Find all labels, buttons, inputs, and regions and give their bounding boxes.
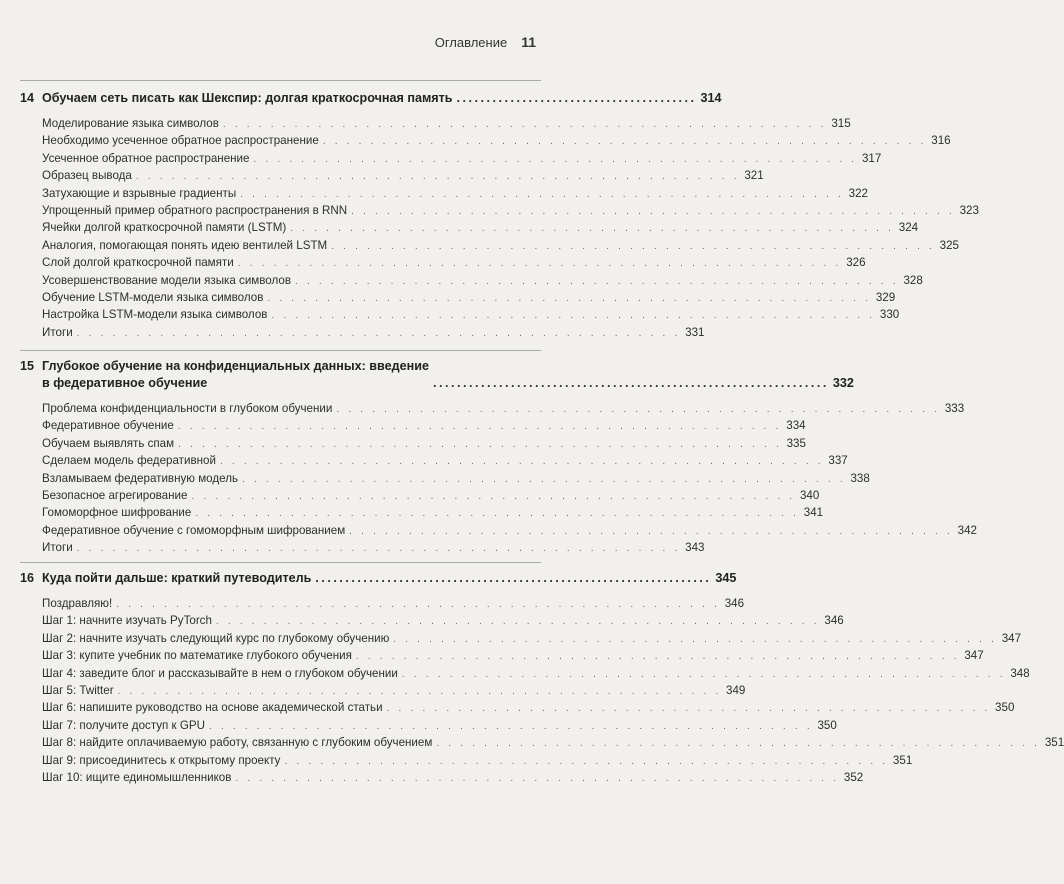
toc-entry[interactable] bbox=[42, 647, 984, 664]
divider bbox=[20, 562, 541, 563]
toc-entry-title: Безопасное агрегирование bbox=[42, 488, 188, 502]
toc-entry-page: 321 bbox=[744, 169, 764, 183]
toc-entry[interactable] bbox=[42, 254, 866, 271]
toc-entry-page: 325 bbox=[939, 238, 959, 252]
toc-entry[interactable] bbox=[42, 306, 900, 323]
toc-entry-page: 333 bbox=[944, 402, 965, 415]
toc-entry-title: Шаг 10: ищите единомышленников bbox=[42, 770, 232, 784]
chapter-heading[interactable] bbox=[20, 358, 854, 392]
chapter-15 bbox=[20, 358, 977, 557]
dot-leader: . . . . . . . . . . . . . . . . . . . . . . . . . . . . . . . . . . . . . . . . . . . . . . . . . . . bbox=[235, 772, 840, 784]
dot-leader: . . . . . . . . . . . . . . . . . . . . . . . . . . . . . . . . . . . . . . . . . . . . . . . . . . . bbox=[237, 258, 842, 270]
toc-entry-title: Федеративное обучение с гомоморфным шифрованием bbox=[42, 523, 346, 537]
dot-leader: . . . . . . . . . . . . . . . . . . . . . . . . . . . . . . . . . . . . . . . . . . . . . . . . . . . bbox=[240, 188, 844, 200]
dot-leader: . . . . . . . . . . . . . . . . . . . . . . . . . . . . . . . . . . . . . . . . . . . . . . . . . . . bbox=[393, 633, 998, 645]
toc-entry-page: 340 bbox=[799, 488, 820, 502]
toc-entry-title: Поздравляю! bbox=[42, 597, 113, 610]
toc-entry[interactable] bbox=[42, 539, 705, 556]
dot-leader: . . . . . . . . . . . . . . . . . . . . . . . . . . . . . . . . . . . . . . . . . . . . . . . . . . . bbox=[219, 456, 824, 468]
toc-entry-title: Слой долгой краткосрочной памяти bbox=[42, 256, 234, 270]
dot-leader: . . . . . . . . . . . . . . . . . . . . . . . . . . . . . . . . . . . . . . . . . . . . . . . . . . . bbox=[271, 310, 876, 322]
dot-leader: . . . . . . . . . . . . . . . . . . . . . . . . . . . . . . . . . . . . . . . . . . . . . . . . . . . bbox=[135, 171, 740, 183]
toc-entry[interactable] bbox=[42, 219, 919, 236]
toc-entry-page: 324 bbox=[898, 221, 919, 235]
toc-entry-title: Необходимо усеченное обратное распространение bbox=[42, 134, 319, 148]
toc-entry[interactable] bbox=[42, 769, 864, 786]
toc-entry[interactable] bbox=[42, 699, 1015, 716]
dot-leader: . . . . . . . . . . . . . . . . . . . . . . . . . . . . . . . . . . . . . . . . . . . . . . . . . . . bbox=[177, 421, 782, 433]
dot-leader: . . . . . . . . . . . . . . . . . . . . . . . . . . . . . . . . . . . . . . . . . . . . . . . . . . . bbox=[195, 508, 800, 520]
chapter-title bbox=[42, 358, 429, 392]
toc-entry-page: 351 bbox=[892, 753, 913, 767]
toc-entry[interactable] bbox=[42, 185, 868, 202]
toc-entry-page: 350 bbox=[817, 718, 837, 732]
toc-entry-page: 316 bbox=[931, 134, 951, 148]
toc-entry-page: 315 bbox=[831, 117, 851, 130]
dot-leader: . . . . . . . . . . . . . . . . . . . . . . . . . . . . . . . . . . . . . . . . . . . . . . . . . . . bbox=[253, 153, 858, 165]
dot-leader: . . . . . . . . . . . . . . . . . . . . . . . . . . . . . . . . . . . . . . . . . . . . . . . . . . . bbox=[76, 327, 681, 339]
toc-entry-page: 348 bbox=[1010, 666, 1030, 680]
toc-entry-page: 341 bbox=[803, 506, 824, 520]
dot-leader: .................................................................. bbox=[315, 571, 712, 585]
toc-entry-title: Образец вывода bbox=[42, 169, 132, 183]
chapter-title: Обучаем сеть писать как Шекспир: долгая краткосрочная память bbox=[42, 91, 453, 105]
toc-entry[interactable] bbox=[42, 167, 764, 184]
toc-entry-page: 343 bbox=[685, 541, 705, 555]
dot-leader: . . . . . . . . . . . . . . . . . . . . . . . . . . . . . . . . . . . . . . . . . . . . . . . . . . . bbox=[208, 720, 813, 732]
toc-entry-page: 330 bbox=[879, 308, 900, 322]
toc-entry[interactable] bbox=[42, 324, 705, 341]
toc-entry-page: 346 bbox=[724, 597, 745, 610]
chapter-title: Куда пойти дальше: краткий путеводитель bbox=[42, 571, 312, 585]
dot-leader: . . . . . . . . . . . . . . . . . . . . . . . . . . . . . . . . . . . . . . . . . . . . . . . . . . . bbox=[76, 543, 681, 555]
toc-entry[interactable] bbox=[42, 289, 896, 306]
dot-leader: . . . . . . . . . . . . . . . . . . . . . . . . . . . . . . . . . . . . . . . . . . . . . . . . . . . bbox=[336, 404, 941, 415]
toc-entry[interactable] bbox=[42, 665, 1030, 682]
toc-entry[interactable] bbox=[42, 595, 745, 612]
toc-entry-page: 350 bbox=[995, 701, 1015, 715]
section-list bbox=[42, 595, 1064, 786]
dot-leader: . . . . . . . . . . . . . . . . . . . . . . . . . . . . . . . . . . . . . . . . . . . . . . . . . . . bbox=[322, 136, 927, 148]
chapter-number: 15 bbox=[20, 359, 35, 373]
toc-entry-page: 329 bbox=[875, 290, 896, 304]
toc-entry-title: Федеративное обучение bbox=[42, 419, 174, 433]
dot-leader: ........................................ bbox=[456, 91, 697, 105]
toc-entry-page: 328 bbox=[903, 273, 923, 287]
dot-leader: . . . . . . . . . . . . . . . . . . . . . . . . . . . . . . . . . . . . . . . . . . . . . . . . . . . bbox=[351, 205, 955, 217]
toc-entry-page: 349 bbox=[726, 683, 746, 697]
toc-entry[interactable] bbox=[42, 272, 923, 289]
toc-entry-title: Обучаем выявлять спам bbox=[42, 436, 175, 450]
dot-leader: . . . . . . . . . . . . . . . . . . . . . . . . . . . . . . . . . . . . . . . . . . . . . . . . . . . bbox=[116, 599, 721, 610]
dot-leader: . . . . . . . . . . . . . . . . . . . . . . . . . . . . . . . . . . . . . . . . . . . . . . . . . . . bbox=[117, 685, 722, 697]
toc-entry[interactable] bbox=[42, 470, 870, 487]
toc-entry[interactable] bbox=[42, 417, 806, 434]
chapter-number: 16 bbox=[20, 571, 35, 585]
toc-entry-title: Шаг 1: начните изучать PyTorch bbox=[42, 614, 212, 628]
chapter-14 bbox=[20, 90, 979, 341]
toc-entry[interactable] bbox=[42, 612, 844, 629]
dot-leader: . . . . . . . . . . . . . . . . . . . . . . . . . . . . . . . . . . . . . . . . . . . . . . . . . . . bbox=[295, 275, 899, 287]
toc-entry[interactable] bbox=[42, 522, 977, 539]
dot-leader: . . . . . . . . . . . . . . . . . . . . . . . . . . . . . . . . . . . . . . . . . . . . . . . . . . . bbox=[242, 473, 846, 485]
toc-entry-title: Ячейки долгой краткосрочной памяти (LSTM) bbox=[42, 221, 287, 235]
dot-leader: .................................................................. bbox=[432, 376, 829, 390]
dot-leader: . . . . . . . . . . . . . . . . . . . . . . . . . . . . . . . . . . . . . . . . . . . . . . . . . . . bbox=[331, 240, 935, 252]
chapter-16 bbox=[20, 570, 1064, 786]
section-list bbox=[42, 115, 979, 341]
toc-entry-title: Обучение LSTM-модели языка символов bbox=[42, 290, 264, 304]
toc-entry-title: Шаг 6: напишите руководство на основе академической статьи bbox=[42, 701, 383, 715]
dot-leader: . . . . . . . . . . . . . . . . . . . . . . . . . . . . . . . . . . . . . . . . . . . . . . . . . . . bbox=[191, 490, 796, 502]
toc-entry-page: 346 bbox=[824, 614, 844, 628]
toc-entry[interactable] bbox=[42, 452, 848, 469]
toc-entry-page: 347 bbox=[1001, 631, 1022, 645]
dot-leader: . . . . . . . . . . . . . . . . . . . . . . . . . . . . . . . . . . . . . . . . . . . . . . . . . . . bbox=[355, 651, 960, 663]
toc-entry-page: 338 bbox=[850, 471, 870, 485]
toc-entry-title: Взламываем федеративную модель bbox=[42, 471, 238, 485]
toc-entry-title: Гомоморфное шифрование bbox=[42, 506, 192, 520]
dot-leader: . . . . . . . . . . . . . . . . . . . . . . . . . . . . . . . . . . . . . . . . . . . . . . . . . . . bbox=[290, 223, 895, 235]
toc-entry[interactable] bbox=[42, 435, 806, 452]
header-section-title: Оглавление bbox=[434, 35, 508, 50]
toc-entry-title: Сделаем модель федеративной bbox=[42, 454, 216, 468]
toc-entry-title: Затухающие и взрывные градиенты bbox=[42, 186, 237, 200]
dot-leader: . . . . . . . . . . . . . . . . . . . . . . . . . . . . . . . . . . . . . . . . . . . . . . . . . . . bbox=[436, 738, 1041, 750]
chapter-page: 345 bbox=[715, 571, 737, 585]
chapter-page: 314 bbox=[700, 91, 722, 105]
toc-entry-page: 323 bbox=[959, 203, 979, 217]
divider bbox=[20, 350, 541, 351]
chapter-title-line-1: Глубокое обучение на конфиденциальных данных: введение bbox=[42, 359, 429, 373]
toc-entry-page: 334 bbox=[786, 419, 806, 433]
dot-leader: . . . . . . . . . . . . . . . . . . . . . . . . . . . . . . . . . . . . . . . . . . . . . . . . . . . bbox=[215, 616, 820, 628]
toc-entry-title: Аналогия, помогающая понять идею вентилей LSTM bbox=[42, 238, 328, 252]
section-list bbox=[42, 400, 977, 557]
dot-leader: . . . . . . . . . . . . . . . . . . . . . . . . . . . . . . . . . . . . . . . . . . . . . . . . . . . bbox=[386, 703, 991, 715]
toc-entry[interactable] bbox=[42, 682, 746, 699]
chapter-heading[interactable] bbox=[20, 570, 737, 587]
dot-leader: . . . . . . . . . . . . . . . . . . . . . . . . . . . . . . . . . . . . . . . . . . . . . . . . . . . bbox=[267, 292, 872, 304]
toc-entry-title: Моделирование языка символов bbox=[42, 117, 219, 130]
toc-entry-page: 335 bbox=[786, 436, 806, 450]
toc-entry-page: 337 bbox=[828, 454, 848, 468]
toc-entry-title: Упрощенный пример обратного распространения в RNN bbox=[42, 203, 348, 217]
toc-entry-page: 347 bbox=[964, 649, 984, 663]
toc-entry-title: Шаг 4: заведите блог и рассказывайте в нем о глубоком обучении bbox=[42, 666, 398, 680]
toc-entry-title: Усовершенствование модели языка символов bbox=[42, 273, 291, 287]
chapter-heading[interactable] bbox=[20, 90, 722, 107]
toc-entry[interactable] bbox=[42, 237, 959, 254]
toc-entry-page: 322 bbox=[848, 186, 868, 200]
toc-entry-title: Шаг 5: Twitter bbox=[42, 683, 114, 697]
toc-entry-title: Шаг 9: присоединитесь к открытому проекту bbox=[42, 753, 281, 767]
toc-entry[interactable] bbox=[42, 150, 882, 167]
toc-entry[interactable] bbox=[42, 630, 1022, 647]
toc-entry-title: Шаг 7: получите доступ к GPU bbox=[42, 718, 205, 732]
chapter-number: 14 bbox=[20, 91, 35, 105]
toc-entry-title: Шаг 2: начните изучать следующий курс по глубокому обучению bbox=[42, 631, 390, 645]
chapter-page: 332 bbox=[832, 376, 854, 390]
toc-entry[interactable] bbox=[42, 734, 1064, 751]
toc-entry-page: 317 bbox=[861, 151, 882, 165]
toc-entry-title: Итоги bbox=[42, 541, 73, 555]
running-header bbox=[435, 34, 536, 50]
chapter-title-line-2: в федеративное обучение bbox=[42, 376, 208, 390]
dot-leader: . . . . . . . . . . . . . . . . . . . . . . . . . . . . . . . . . . . . . . . . . . . . . . . . . . . bbox=[222, 119, 827, 130]
toc-entry[interactable] bbox=[42, 487, 820, 504]
toc-entry-page: 352 bbox=[843, 770, 864, 784]
toc-entry-title: Шаг 3: купите учебник по математике глубокого обучения bbox=[42, 649, 352, 663]
toc-entry-page: 326 bbox=[846, 256, 866, 270]
toc-entry[interactable] bbox=[42, 504, 824, 521]
divider bbox=[20, 80, 541, 81]
toc-entry[interactable] bbox=[42, 132, 951, 149]
toc-entry[interactable] bbox=[42, 115, 851, 132]
toc-entry-title: Усеченное обратное распространение bbox=[42, 151, 250, 165]
dot-leader: . . . . . . . . . . . . . . . . . . . . . . . . . . . . . . . . . . . . . . . . . . . . . . . . . . . bbox=[349, 525, 953, 537]
dot-leader: . . . . . . . . . . . . . . . . . . . . . . . . . . . . . . . . . . . . . . . . . . . . . . . . . . . bbox=[284, 755, 889, 767]
toc-entry[interactable] bbox=[42, 400, 965, 417]
toc-entry-title: Шаг 8: найдите оплачиваемую работу, связанную с глубоким обучением bbox=[42, 736, 433, 750]
dot-leader: . . . . . . . . . . . . . . . . . . . . . . . . . . . . . . . . . . . . . . . . . . . . . . . . . . . bbox=[401, 668, 1006, 680]
dot-leader: . . . . . . . . . . . . . . . . . . . . . . . . . . . . . . . . . . . . . . . . . . . . . . . . . . . bbox=[178, 438, 782, 450]
toc-entry-page: 351 bbox=[1044, 736, 1064, 750]
toc-entry-page: 331 bbox=[685, 325, 705, 339]
toc-entry-page: 342 bbox=[957, 523, 977, 537]
toc-entry-title: Итоги bbox=[42, 325, 73, 339]
toc-entry[interactable] bbox=[42, 752, 913, 769]
toc-entry[interactable] bbox=[42, 202, 979, 219]
toc-entry-title: Проблема конфиденциальности в глубоком обучении bbox=[42, 402, 333, 415]
toc-entry-title: Настройка LSTM-модели языка символов bbox=[42, 308, 268, 322]
header-page-number: 11 bbox=[521, 34, 536, 50]
toc-entry[interactable] bbox=[42, 717, 837, 734]
